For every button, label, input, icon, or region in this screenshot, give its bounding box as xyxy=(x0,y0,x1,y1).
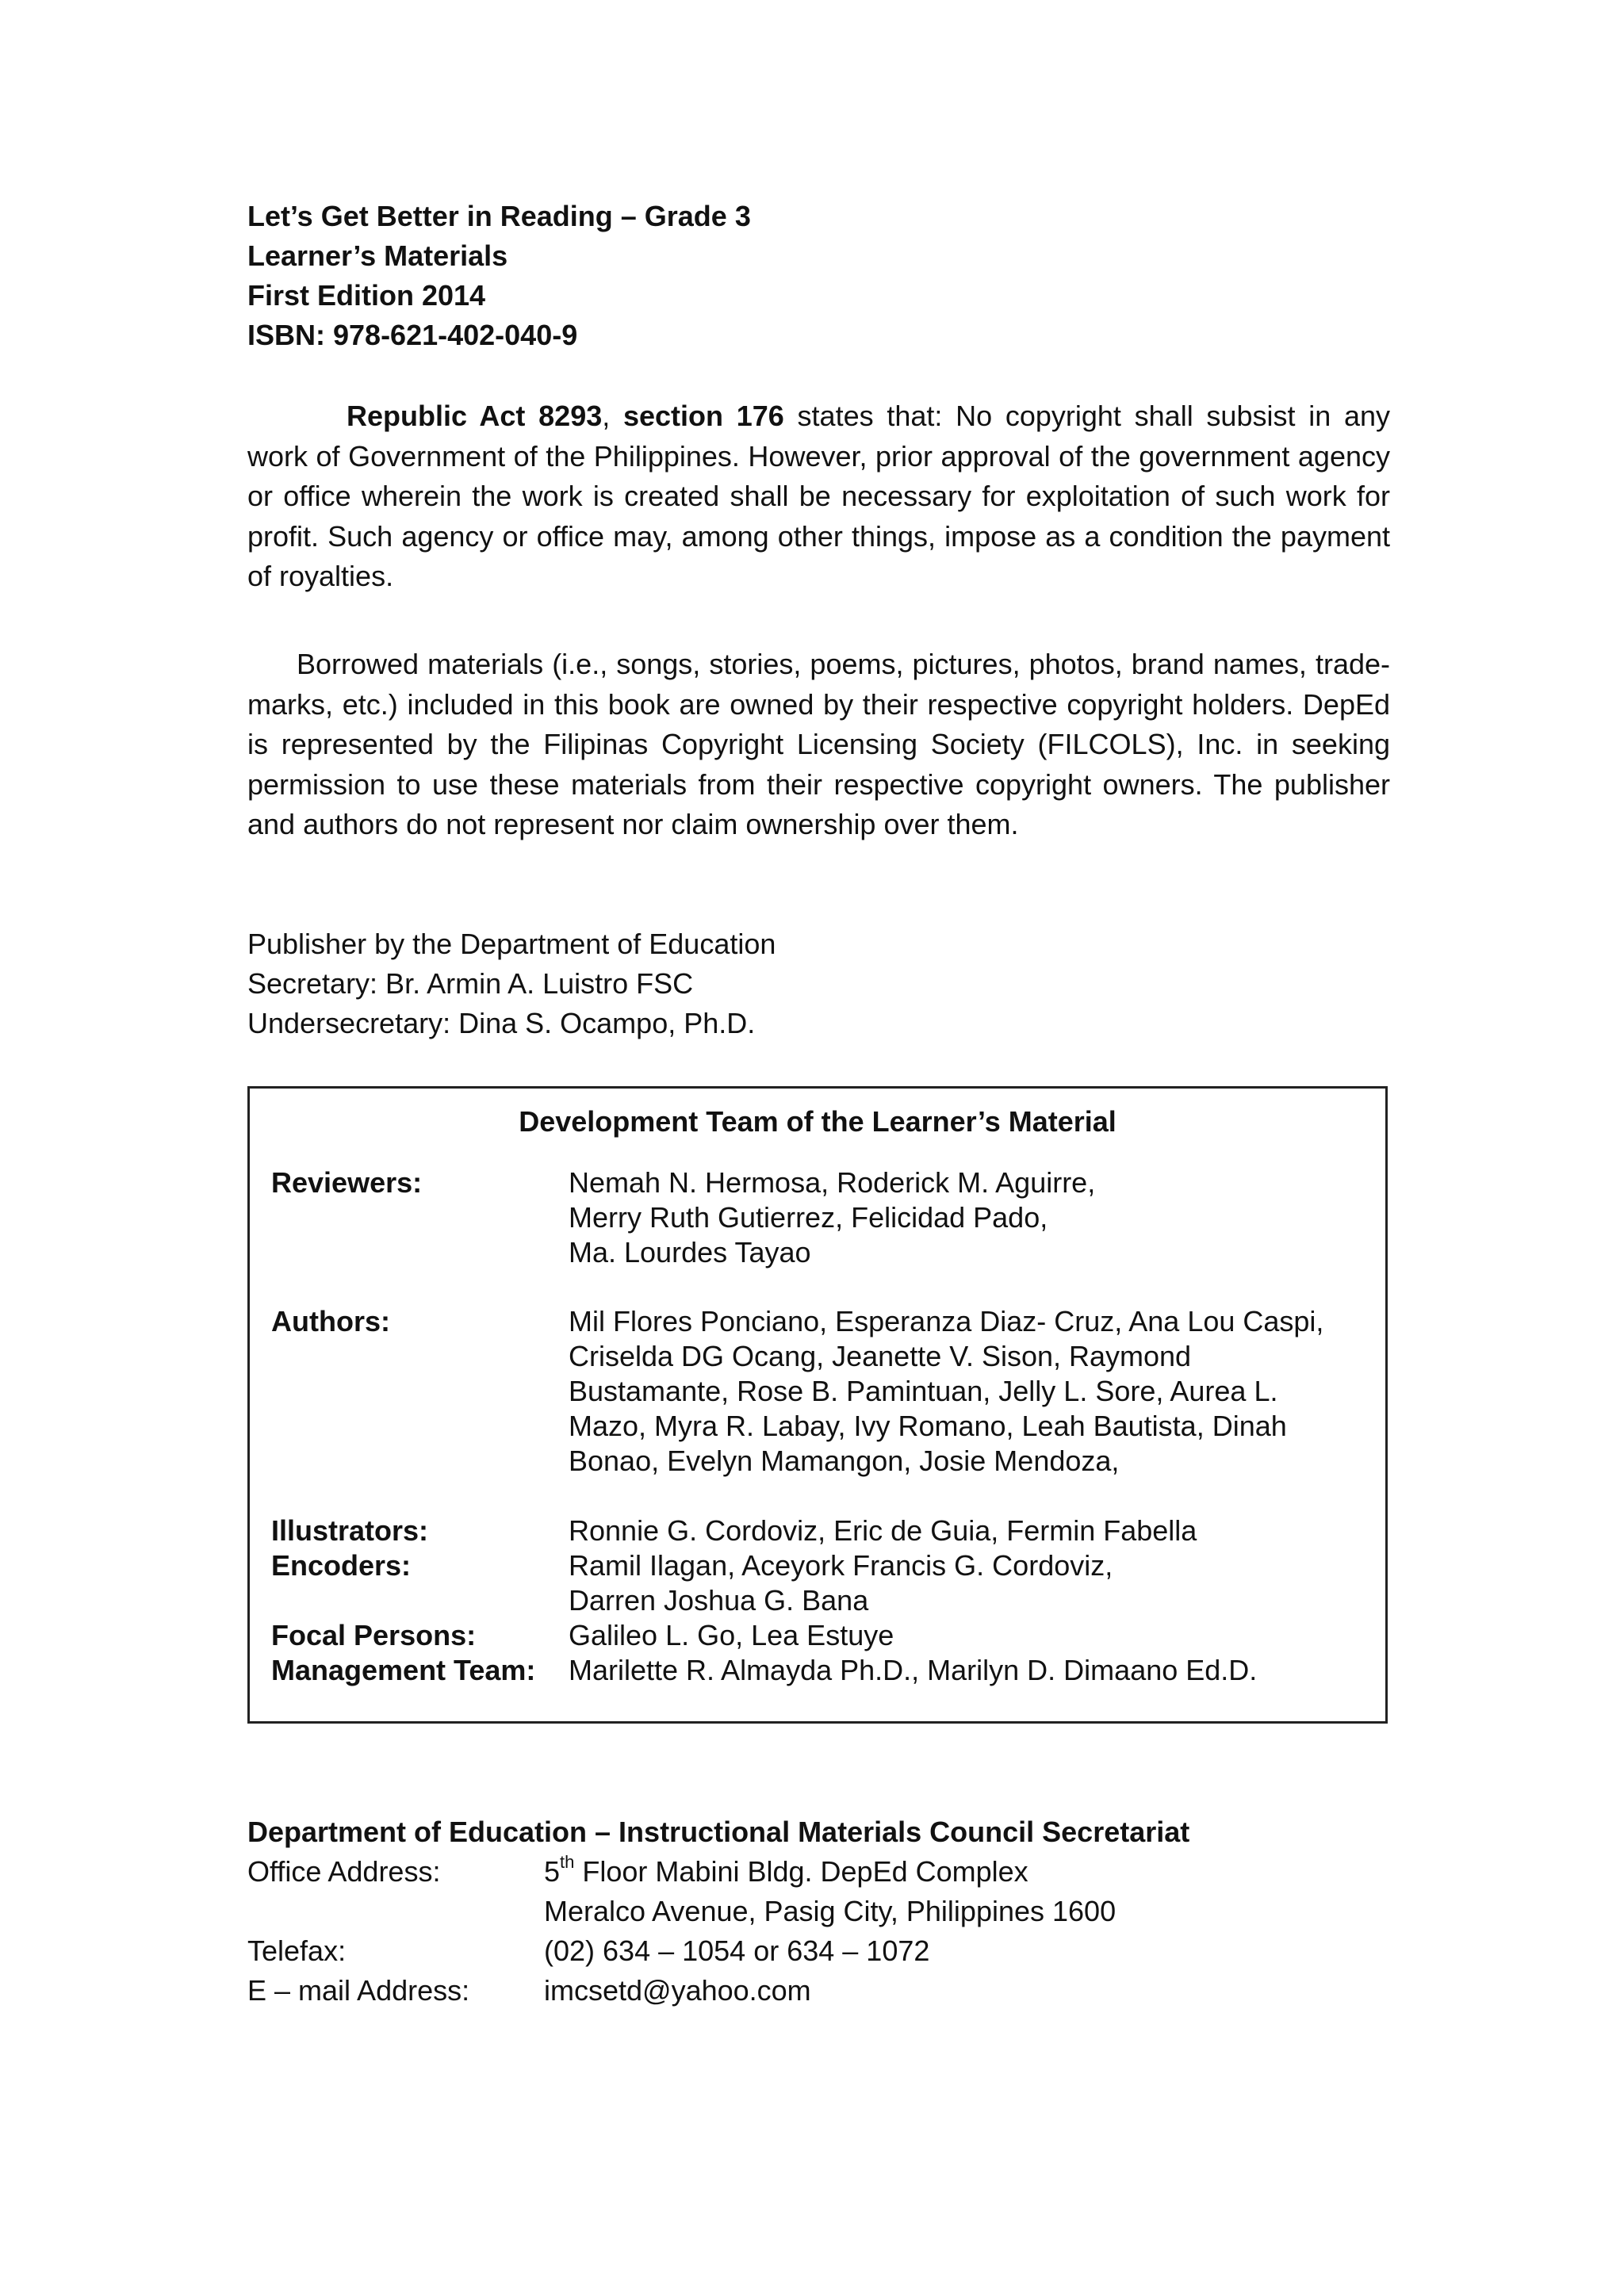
imcs-title: Department of Education – Instructional Materials Council Secretariat xyxy=(247,1816,1190,1848)
copyright-paragraph xyxy=(247,396,1390,597)
imcs-contact-block xyxy=(247,1812,1189,2011)
edition: First Edition 2014 xyxy=(247,279,486,312)
authors-line: Mil Flores Ponciano, Esperanza Diaz- Cruz, Ana Lou Caspi, xyxy=(569,1305,1324,1337)
encoders-label: Encoders: xyxy=(271,1549,412,1582)
focal-persons-label: Focal Persons: xyxy=(271,1619,477,1651)
management-team-label: Management Team: xyxy=(271,1654,536,1686)
book-title: Let’s Get Better in Reading – Grade 3 xyxy=(247,200,751,232)
floor-number: 5 xyxy=(544,1855,561,1888)
office-address-line2: Meralco Avenue, Pasig City, Philippines 1600 xyxy=(544,1895,1116,1927)
office-address-label: Office Address: xyxy=(247,1855,441,1888)
encoders-line: Darren Joshua G. Bana xyxy=(569,1584,869,1617)
reviewers-label: Reviewers: xyxy=(271,1166,423,1199)
team-title: Development Team of the Learner’s Material xyxy=(519,1105,1116,1138)
illustrators-label: Illustrators: xyxy=(271,1514,429,1547)
telefax-row xyxy=(247,1931,1189,1971)
authors-names xyxy=(569,1304,1385,1479)
publisher-info xyxy=(247,924,776,1043)
authors-label: Authors: xyxy=(271,1305,390,1337)
email-label: E – mail Address: xyxy=(247,1974,470,2007)
secretary-line: Secretary: Br. Armin A. Luistro FSC xyxy=(247,967,694,1000)
authors-line: Criselda DG Ocang, Jeanette V. Sison, Raymond xyxy=(569,1340,1192,1372)
encoders-line: Ramil Ilagan, Aceyork Francis G. Cordoviz, xyxy=(569,1549,1113,1582)
office-address-row xyxy=(247,1852,1189,1892)
book-header xyxy=(247,197,751,355)
material-type: Learner’s Materials xyxy=(247,239,508,272)
authors-line: Bustamante, Rose B. Pamintuan, Jelly L. Sore, Aurea L. xyxy=(569,1375,1278,1407)
email-row xyxy=(247,1971,1189,2011)
reviewers-line: Nemah N. Hermosa, Roderick M. Aguirre, xyxy=(569,1166,1096,1199)
telefax-label: Telefax: xyxy=(247,1934,347,1967)
illustrators-names: Ronnie G. Cordoviz, Eric de Guia, Fermin Fabella xyxy=(569,1514,1197,1547)
isbn: ISBN: 978-621-402-040-9 xyxy=(247,319,578,351)
office-address-row-2 xyxy=(247,1892,1189,1931)
copyright-text: states that: No copyright shall subsist in any work of Government of the Philippines. However, prior approval of the government agency or office wherein the work is created shall be necessary for exploitation of such work for profit. Such agency or office may, among other things, impose as a condition the payment of royalties. xyxy=(247,400,1390,592)
reviewers-line: Merry Ruth Gutierrez, Felicidad Pado, xyxy=(569,1201,1048,1234)
development-team-box xyxy=(247,1086,1388,1724)
copyright-comma: , xyxy=(602,400,623,432)
encoders-names xyxy=(569,1548,1385,1618)
telefax-value: (02) 634 – 1054 or 634 – 1072 xyxy=(544,1934,930,1967)
borrowed-materials-paragraph: Borrowed materials (i.e., songs, stories, poems, pictures, photos, brand names, trade- marks, etc.) included in this book are owned by their respective copyright holders. DepEd is represented by the Filipinas Copyright Licensing Society (FILCOLS), Inc. in seeking permission to use these materials from their respective copyright owners. The publisher and authors do not represent nor claim ownership over them. xyxy=(247,648,1390,840)
reviewers-names xyxy=(569,1165,1385,1270)
authors-line: Mazo, Myra R. Labay, Ivy Romano, Leah Bautista, Dinah xyxy=(569,1410,1287,1442)
undersecretary-line: Undersecretary: Dina S. Ocampo, Ph.D. xyxy=(247,1007,756,1039)
authors-line: Bonao, Evelyn Mamangon, Josie Mendoza, xyxy=(569,1445,1120,1477)
email-value: imcsetd@yahoo.com xyxy=(544,1974,811,2007)
republic-act: Republic Act 8293 xyxy=(347,400,603,432)
office-address-line1 xyxy=(544,1852,1028,1892)
floor-ordinal: th xyxy=(560,1852,575,1872)
management-team-names: Marilette R. Almayda Ph.D., Marilyn D. Dimaano Ed.D. xyxy=(569,1654,1258,1686)
office-address-rest: Floor Mabini Bldg. DepEd Complex xyxy=(574,1855,1028,1888)
publisher-line: Publisher by the Department of Education xyxy=(247,928,776,960)
section-number: section 176 xyxy=(622,400,784,432)
focal-persons-names: Galileo L. Go, Lea Estuye xyxy=(569,1619,894,1651)
reviewers-line: Ma. Lourdes Tayao xyxy=(569,1236,811,1269)
